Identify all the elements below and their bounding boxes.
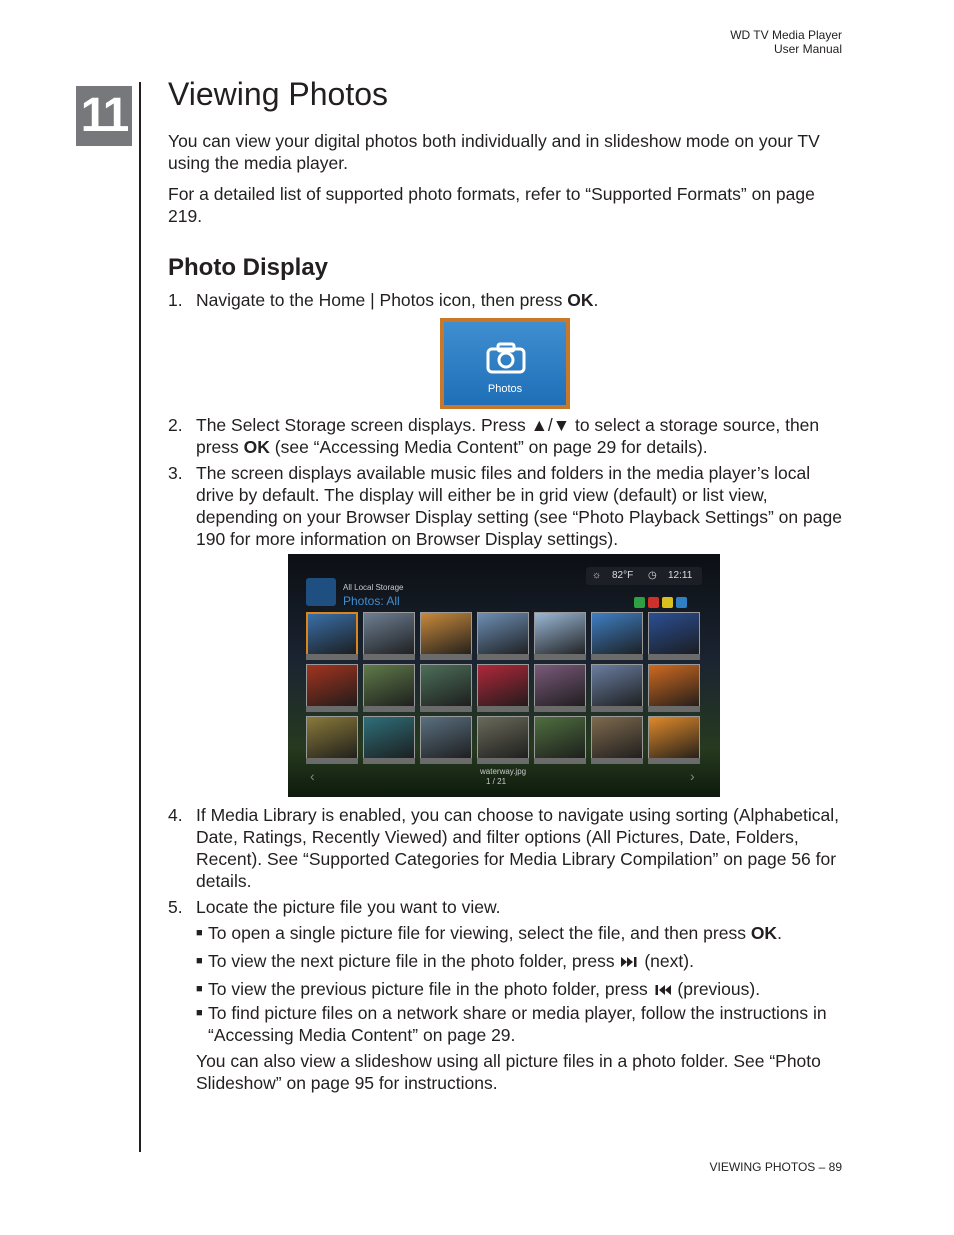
status-bar (586, 567, 702, 585)
bullet-text: (next). (639, 951, 694, 971)
closing-paragraph: You can also view a slideshow using all picture files in a photo folder. See “Photo Slideshow” on page 95 for instructions. (196, 1051, 821, 1093)
photo-thumbnail[interactable] (420, 716, 472, 763)
step-number: 2. (168, 415, 183, 435)
bullet-text: To open a single picture file for viewing, select the file, and then press (208, 923, 751, 943)
rating-bar (534, 654, 586, 660)
photo-thumbnail[interactable] (477, 664, 529, 711)
intro-paragraph: For a detailed list of supported photo formats, refer to “Supported Formats” on page 219. (168, 184, 815, 226)
selected-filename: waterway.jpg (480, 767, 527, 776)
rating-bar (477, 706, 529, 712)
photo-thumbnail[interactable] (420, 664, 472, 711)
rating-bar (591, 654, 643, 660)
previous-page-icon: ‹ (310, 768, 315, 784)
rating-bar (420, 654, 472, 660)
step-text: If Media Library is enabled, you can choose to navigate using sorting (Alphabetical, Date, Ratings, Recently Viewed) and filter options (All Pictures, Date, Folders, Recent). See “Supported Categories for Media Library Compilation” on page 56 for details. (196, 805, 840, 891)
page-counter: 1 / 21 (486, 777, 507, 786)
rating-bar (420, 758, 472, 764)
red-button-icon (648, 597, 659, 608)
bullet-text: To view the previous picture file in the photo folder, press (208, 979, 653, 999)
option-buttons (634, 595, 690, 613)
camera-icon (486, 342, 526, 374)
bullet-item (196, 978, 846, 1000)
bullet-item (196, 950, 846, 972)
rating-bar (648, 706, 700, 712)
chapter-number: 11 (76, 86, 132, 146)
weather-icon: ☼ (592, 570, 602, 581)
bullet-icon: ■ (196, 983, 203, 995)
photo-thumbnail[interactable] (648, 716, 700, 763)
rating-bar (648, 758, 700, 764)
photo-thumbnail[interactable] (534, 716, 586, 763)
bullet-text: . (777, 923, 782, 943)
page-footer: VIEWING PHOTOS – 89 (709, 1160, 842, 1174)
photos-home-icon (440, 318, 570, 409)
photo-thumbnail[interactable] (477, 716, 529, 763)
step-number: 4. (168, 805, 183, 825)
rating-bar (648, 654, 700, 660)
photo-thumbnail[interactable] (591, 716, 643, 763)
photo-thumbnail[interactable] (306, 716, 358, 763)
photo-thumbnail[interactable] (306, 612, 358, 659)
photo-thumbnail[interactable] (648, 664, 700, 711)
green-button-icon (634, 597, 645, 608)
rating-bar (420, 706, 472, 712)
next-page-icon: › (690, 768, 695, 784)
key-label: OK (567, 290, 594, 310)
rating-bar (306, 654, 358, 660)
photo-thumbnail[interactable] (363, 612, 415, 659)
bullet-icon: ■ (196, 927, 203, 939)
list-item (168, 896, 848, 918)
list-item (168, 414, 848, 458)
rating-bar (534, 706, 586, 712)
previous-track-icon (653, 984, 673, 996)
step-text: (see “Accessing Media Content” on page 29 for details). (269, 437, 708, 457)
yellow-button-icon (662, 597, 673, 608)
intro-paragraph: You can view your digital photos both individually and in slideshow mode on your TV using the media player. (168, 131, 820, 173)
step-text: The Select Storage screen displays. Press ▲/▼ to select a storage source, then press (196, 415, 820, 457)
blue-button-icon (676, 597, 687, 608)
photos-icon-label: Photos (487, 383, 523, 395)
bullet-icon: ■ (196, 955, 203, 967)
step-number: 3. (168, 463, 183, 483)
photo-thumbnail[interactable] (477, 612, 529, 659)
photo-browser-screenshot (288, 554, 720, 797)
photo-thumbnail[interactable] (306, 664, 358, 711)
header-manual: User Manual (773, 42, 842, 56)
photo-thumbnail[interactable] (534, 664, 586, 711)
temperature: 82°F (612, 570, 634, 581)
photo-thumbnail[interactable] (591, 664, 643, 711)
step-number: 1. (168, 290, 183, 310)
step-text: . (593, 290, 599, 310)
rating-bar (363, 758, 415, 764)
clock-icon: ◷ (648, 570, 657, 581)
running-header (730, 28, 842, 56)
category-label: Photos: All (343, 594, 400, 608)
rating-bar (534, 758, 586, 764)
bullet-item (196, 922, 846, 944)
rating-bar (477, 654, 529, 660)
section-heading: Photo Display (168, 254, 329, 281)
bullet-text: To find picture files on a network share or media player, follow the instructions in “Accessing Media Content” on page 29. (208, 1003, 827, 1045)
bullet-text: (previous). (672, 979, 761, 999)
header-product: WD TV Media Player (730, 28, 842, 42)
storage-source: All Local Storage (343, 583, 404, 592)
photo-thumbnail[interactable] (363, 664, 415, 711)
time: 12:11 (668, 570, 693, 581)
camera-icon (306, 578, 336, 606)
bullet-item (196, 1002, 846, 1046)
rating-bar (591, 758, 643, 764)
rating-bar (306, 758, 358, 764)
bullet-icon: ■ (196, 1007, 203, 1019)
list-item (168, 289, 848, 311)
next-track-icon (619, 956, 639, 968)
step-number: 5. (168, 897, 183, 917)
step-text: The screen displays available music files and folders in the media player’s local drive by default. The display will either be in grid view (default) or list view, depending on your Browser Display setting (see “Photo Playback Settings” on page 190 for more information on Browser Display settings). (196, 463, 842, 549)
list-item (168, 804, 848, 892)
bullet-text: To view the next picture file in the photo folder, press (208, 951, 620, 971)
key-label: OK (750, 923, 778, 943)
rating-bar (306, 706, 358, 712)
rating-bar (363, 654, 415, 660)
photo-thumbnail[interactable] (363, 716, 415, 763)
photo-thumbnail[interactable] (591, 612, 643, 659)
rating-bar (477, 758, 529, 764)
chapter-rule (139, 82, 141, 1152)
list-item (168, 462, 848, 550)
photo-thumbnail[interactable] (648, 612, 700, 659)
page-title: Viewing Photos (168, 76, 388, 112)
key-label: OK (243, 437, 270, 457)
rating-bar (591, 706, 643, 712)
rating-bar (363, 706, 415, 712)
photo-thumbnail[interactable] (534, 612, 586, 659)
step-text: Navigate to the Home | Photos icon, then press (196, 290, 568, 310)
step-text: Locate the picture file you want to view. (196, 897, 501, 917)
photo-thumbnail[interactable] (420, 612, 472, 659)
